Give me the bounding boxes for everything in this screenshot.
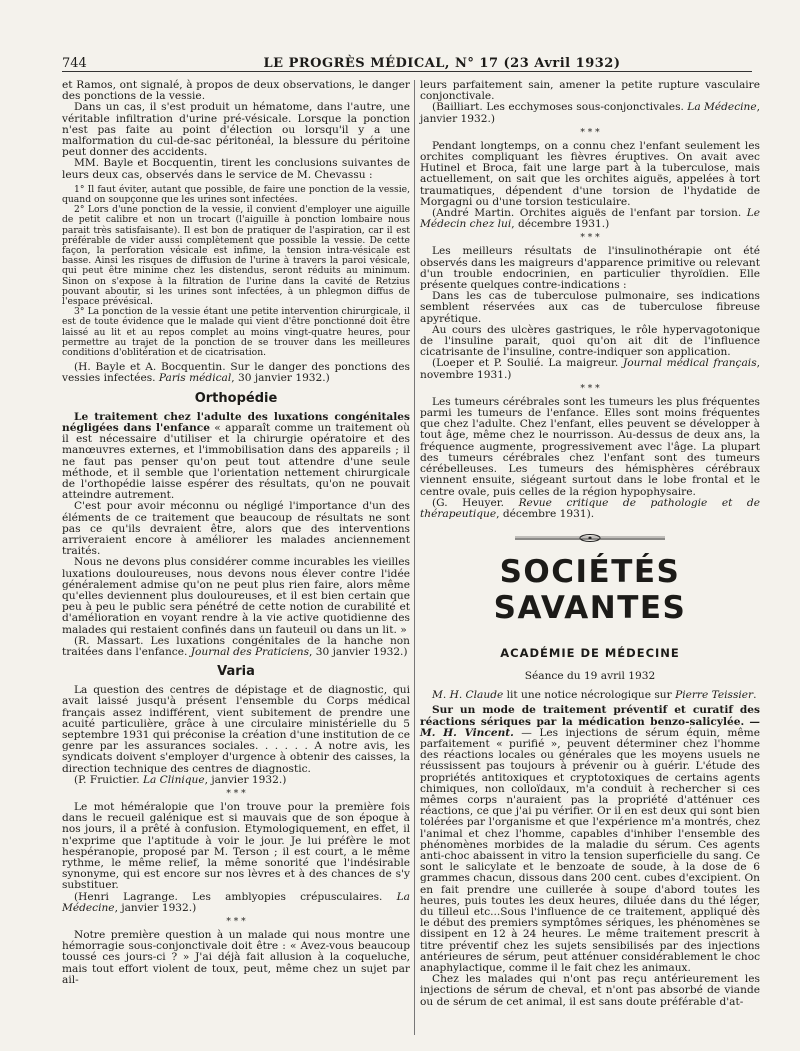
running-title: LE PROGRÈS MÉDICAL, N° 17 (23 Avril 1932) <box>263 56 621 71</box>
paragraph: leurs parfaitement sain, amener la petite rupture vasculaire conjonctivale. <box>420 79 760 103</box>
paragraph: Dans les cas de tuberculose pulmonaire, ses indications semblent réservées aux cas de tuberculose fibreuse apyrétique. <box>420 290 760 325</box>
conclusion-1: 1° Il faut éviter, autant que possible, de faire une ponction de la vessie, quand on soupçonne que les urines sont infectées. <box>62 183 410 206</box>
paragraph: Dans un cas, il s'est produit un hématome, dans l'autre, une véritable infiltration d'urine pré-vésicale. Lorsque la ponction n'est pas faite au point d'élection ou lorsqu'il y a une malformation du cul-de-sac péritonéal, la blessure du péritoine peut donner des accidents. <box>62 101 410 159</box>
ornament-rule-icon <box>515 534 665 544</box>
asterism: * * * <box>580 383 600 394</box>
paragraph: Pendant longtemps, on a connu chez l'enfant seulement les orchites compliquant les fièvres éruptives. On avait avec Hutinel et Broca, fait une large part à la tuberculose, mais actuellement, on sait que les orchites aiguës, appelées à tort traumatiques, dépendent d'une torsion de l'hydatide de Morgagni ou d'une torsion testiculaire. <box>420 139 760 208</box>
session-date: Séance du 19 avril 1932 <box>524 670 656 683</box>
source-citation: (André Martin. Orchites aiguës de l'enfant par torsion. Le Médecin chez lui, décembre 1931.) <box>420 207 760 231</box>
asterism: * * * <box>580 127 600 138</box>
paragraph: Au cours des ulcères gastriques, le rôle hypervagotonique de l'insuline parait, quoi qu'on ait dit de l'influence cicatrisante de l'insuline, contre-indiquer son application. <box>420 323 760 359</box>
source-citation: (G. Heuyer. Revue critique de pathologie et de thérapeutique, décembre 1931). <box>420 496 760 520</box>
paragraph: Chez les malades qui n'ont pas reçu antérieurement les injections de sérum de cheval, et n'ont pas absorbé de viande ou de sérum de cet animal, il est sans doute préférable d'at- <box>420 973 760 1008</box>
page-number: 744 <box>62 56 87 71</box>
asterism: * * * <box>580 233 600 244</box>
article-title: Sur un mode de traitement préventif et curatif des réactions sériques par la médication benzo-salicylée. <box>420 704 760 728</box>
conclusion-3: 3° La ponction de la vessie étant une petite intervention chirurgicale, il est de toute évidence que le malade qui vient d'être ponctionné doit être laissé au lit et au repos complet au moins vingt-quatre heures, pour permettre au trajet de la ponction de se trouver dans les meilleures conditions d'oblitération et de cicatrisation. <box>62 306 410 359</box>
paragraph: Notre première question à un malade qui nous montre une hémorragie sous-conjonctivale doit être : « Avez-vous beaucoup toussé ces jours-ci ? » J'ai déjà fait allusion à la coqueluche, mais tout effort violent de toux, peut, même chez un sujet par ail- <box>62 929 410 986</box>
paragraph: et Ramos, ont signalé, à propos de deux observations, le danger des ponctions de la vessie. <box>62 79 410 103</box>
paragraph: Sur un mode de traitement préventif et curatif des réactions sériques par la médication benzo-salicylée. — M. H. Vincent. — Les injections de sérum équin, même parfaitement « purifié », peuvent déterminer chez l'homme des réactions locales ou générales que les moyens usuels ne réussissent pas toujours à prévenir ou à guérir. L'étude des propriétés antitoxiques et cryptotoxiques de certains agents chimiques, non colloïdaux, m'a conduit à rechercher si ces mêmes corps n'auraient pas la propriété d'atténuer ces réactions, ce que j'ai pu vérifier. Or il en est deux qui sont bien tolérées par l'organisme et que l'expérience m'a montrés, chez l'animal et chez l'homme, capables d'inhiber l'ensemble des phénomènes morbides de la maladie du sérum. Ces agents anti-choc abaissent in vitro la tension superficielle du sang. Ce sont le salicylate et le benzoate de soude, à la dose de 6 grammes chacun, dissous dans 200 cent. cubes d'excipient. On en fait prendre une cuillerée à soupe d'abord toutes les heures, puis toutes les deux heures, diluée dans du thé léger, du tilleul etc...Sous l'influence de ce traitement, appliqué dès le début des premiers symptômes sériques, les phénomènes se dissipent en 12 à 24 heures. Le même traitement prescrit à titre préventif chez les sujets sensibilisés par des injections antérieures de sérum, peut atténuer considérablement le choc anaphylactique, comme il le fait chez les animaux. <box>420 704 760 974</box>
paragraph: Nous ne devons plus considérer comme incurables les vieilles luxations douloureuses, nous devons nous élever contre l'idée généralement admise qu'on ne peut plus rien faire, alors même qu'elles deviennent plus douloureuses, et il est bien certain que peu à peu le public sera pénétré de cette notion de curabilité et d'amélioration en voyant rendre à la vie active quotidienne des malades qui restaient confinés dans un fauteuil ou dans un lit. » <box>62 556 410 636</box>
left-column <box>62 80 410 986</box>
paragraph: C'est pour avoir méconnu ou négligé l'importance d'un des éléments de ce traitement que beaucoup de résultats ne sont pas ce qu'ils devraient être, alors que des interventions arriveraient encore à améliorer les malades anciennement traités. <box>62 500 410 558</box>
asterism: * * * <box>226 917 246 928</box>
source-citation: (R. Massart. Les luxations congénitales de la hanche non traitées dans l'enfance. Journal des Praticiens, 30 janvier 1932.) <box>62 634 410 658</box>
paragraph: M. H. Claude lit une notice nécrologique sur Pierre Teissier. <box>432 689 757 702</box>
running-header <box>62 42 752 72</box>
paragraph: Les tumeurs cérébrales sont les tumeurs les plus fréquentes parmi les tumeurs de l'enfance. Elles sont moins fréquentes que chez l'adulte. Chez l'enfant, elles peuvent se développer à tout âge, même chez le nourrisson. Au-dessus de deux ans, la fréquence augmente, progressivement avec l'âge. La plupart des tumeurs cérébrales chez l'enfant sont des tumeurs cérébelleuses. Les tumeurs des hémisphères cérébraux viennent ensuite, siégeant surtout dans le lobe frontal et le centre ovale, puis celles de la région hypophysaire. <box>420 395 760 498</box>
article-title: Le traitement chez l'adulte des luxations congénitales négligées dans l'enfance <box>62 410 410 434</box>
paragraph: MM. Bayle et Bocquentin, tirent les conclusions suivantes de leurs deux cas, observés dans le service de M. Chevassu : <box>62 157 410 181</box>
column-divider <box>414 80 415 1035</box>
section-heading-varia: Varia <box>217 664 255 680</box>
paragraph: La question des centres de dépistage et de diagnostic, qui avait laissé jusqu'à présent l'ensemble du Corps médical français assez indifférent, vient subitement de prendre une acuité particulière, grâce à une circulaire ministérielle du 5 septembre 1931 qui préconise la création d'une institution de ce genre par les assurances sociales. . . . . . A notre avis, les syndicats doivent s'employer d'urgence à obtenir des caisses, la direction technique des centres de diagnostic. <box>62 684 410 775</box>
paragraph: Le mot héméralopie que l'on trouve pour la première fois dans le recueil galénique est si mauvais que de son époque à nos jours, il a prêté à confusion. Etymologiquement, en effet, il n'exprime que l'aptitude à voir le jour. Je lui préfère le mot hespéranopie, proposé par M. Terson ; il est court, a le même rythme, le même relief, la même sonorité que l'indésirable synonyme, qui est encore sur nos lèvres et à des chances de s'y substituer. <box>62 800 410 892</box>
section-heading-orthopedie: Orthopédie <box>194 390 278 406</box>
ornament-divider <box>420 534 760 544</box>
source-citation: (Henri Lagrange. Les amblyopies crépusculaires. La Médecine, janvier 1932.) <box>62 890 410 914</box>
section-title-societes-savantes: SOCIÉTÉS SAVANTES <box>493 554 687 627</box>
asterism: * * * <box>226 788 246 799</box>
paragraph: Le traitement chez l'adulte des luxations congénitales négligées dans l'enfance « apparaît comme un traitement où il est nécessaire d'utiliser et la chirurgie opératoire et des manœuvres externes, et l'immobilisation dans des appareils ; il ne faut pas penser qu'on peut tout attendre d'une seule méthode, et il semble que l'orientation nettement chirurgicale de l'orthopédie laisse espérer des résultats, qu'on ne pouvait atteindre autrement. <box>62 410 411 502</box>
source-citation: (P. Fruictier. La Clinique, janvier 1932.) <box>74 773 287 786</box>
source-citation: (Bailliart. Les ecchymoses sous-conjonctivales. La Médecine, janvier 1932.) <box>420 101 760 125</box>
conclusion-2: 2° Lors d'une ponction de la vessie, il convient d'employer une aiguille de petit calibre et non un trocart (l'aiguille à ponction lombaire nous parait très satisfaisante). Il est bon de pratiquer de l'aspiration, car il est préférable de vider aussi complètement que possible la vessie. De cette façon, la perforation vésicale est infime, la tension intra-vésicale est basse. Ainsi les risques de diffusion de l'urine à travers la paroi vésicale, qui peut être minime chez les distendus, seront réduits au minimum. Sinon on s'expose à la filtration de l'urine dans la cavité de Retzius pouvant aboutir, si les urines sont infectées, à un phlegmon diffus de l'espace prévésical. <box>62 204 410 308</box>
right-column <box>420 80 760 1008</box>
source-citation: (H. Bayle et A. Bocquentin. Sur le danger des ponctions des vessies infectées. Paris médical, 30 janvier 1932.) <box>62 361 410 385</box>
subsection-heading: ACADÉMIE DE MÉDECINE <box>500 646 680 661</box>
source-citation: (Loeper et P. Soulié. La maigreur. Journal médical français, novembre 1931.) <box>420 357 761 381</box>
paragraph: Les meilleurs résultats de l'insulinothérapie ont été observés dans les maigreurs d'apparence primitive ou relevant d'un trouble endocrinien, en particulier thyroïdien. Elle présente quelques contre-indications : <box>420 245 760 292</box>
